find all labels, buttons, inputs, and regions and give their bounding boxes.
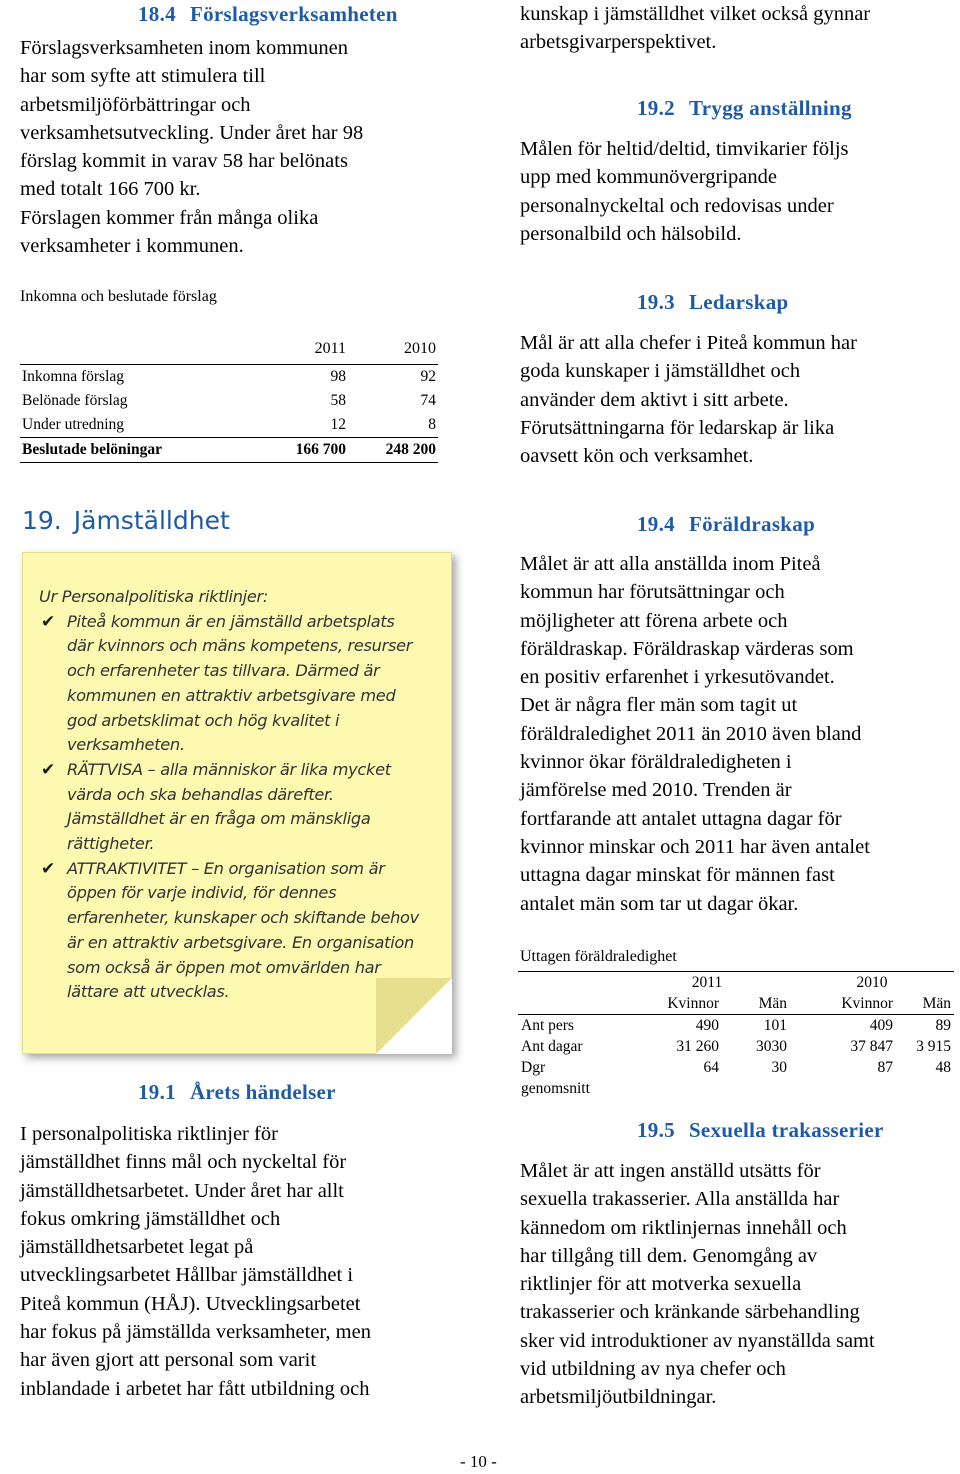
table-row (518, 1078, 954, 1099)
table-cell: 248 200 (348, 438, 438, 463)
note-text (39, 585, 443, 1005)
paragraph-line: Piteå kommun (HÅJ). Utvecklingsarbetet (20, 1292, 361, 1315)
paragraph-line: har som syfte att stimulera till (20, 65, 266, 88)
paragraph-line: upp med kommunövergripande (520, 166, 777, 189)
note-line: där kvinnors och mäns kompetens, resurser (67, 636, 413, 656)
paragraph-line: fokus omkring jämställdhet och (20, 1207, 281, 1230)
table-cell: 31 260 (676, 1037, 719, 1055)
paragraph-line: med totalt 166 700 kr. (20, 178, 201, 201)
paragraph-line: har tillgång till dem. Genomgång av (520, 1244, 818, 1267)
section-number: 19.3 (637, 290, 675, 314)
table-cell (518, 993, 624, 1015)
note-line: och erfarenheter tas tillvara. Därmed är (67, 661, 380, 681)
note-item (39, 758, 443, 857)
note-line: som också är öppen mot omvärlden har (67, 957, 381, 977)
section-title: Trygg anställning (688, 96, 852, 120)
note-line: Jämställdhet är en fråga om mänskliga (67, 809, 371, 829)
paragraph-line: en positiv erfarenhet i yrkesutövandet. (520, 666, 835, 689)
note-line: ATTRAKTIVITET – En organisation som är (67, 858, 385, 878)
section-number: 19.1 (138, 1080, 176, 1104)
table-header-cell (20, 334, 214, 365)
note-line: RÄTTVISA – alla människor är lika mycket (67, 759, 391, 779)
table-header-cell: Män (722, 993, 790, 1015)
paragraph-line: Målet är att ingen anställd utsätts för (520, 1160, 821, 1182)
page-number: - 10 - (460, 1452, 497, 1471)
section-19-1-heading (138, 1080, 336, 1105)
paragraph-line: vid utbildning av nya chefer och (520, 1358, 786, 1381)
paragraph-line: arbetsgivarperspektivet. (520, 31, 717, 54)
table-cell: Ant pers (521, 1016, 574, 1034)
section-19-5-body (520, 1157, 952, 1412)
section-title: Årets händelser (189, 1080, 336, 1104)
note-line: erfarenheter, kunskaper och skiftande behov (67, 908, 419, 928)
paragraph-line: Förslagen kommer från många olika (20, 206, 319, 229)
note-line: lättare att utvecklas. (67, 982, 230, 1002)
section-number: 19.2 (637, 96, 675, 120)
table-cell: 89 (935, 1016, 951, 1034)
right-intro-body (520, 0, 950, 57)
table-caption: Inkomna och beslutade förslag (20, 288, 217, 305)
section-18-4-body (20, 34, 460, 260)
table-cell: Ant dagar (521, 1037, 583, 1055)
paragraph-line: Målen för heltid/deltid, timvikarier följs (520, 138, 849, 160)
paragraph-line: antalet män som tar ut dagar ökar. (520, 892, 799, 915)
table-cell: 166 700 (214, 438, 348, 463)
paragraph-line: jämförelse med 2010. Trenden är (520, 779, 792, 802)
table-cell: 30 (771, 1058, 787, 1076)
paragraph-line: jämställdhetsarbetet. Under året har allt (20, 1179, 344, 1202)
paragraph-line: har fokus på jämställda verksamheter, men (20, 1321, 371, 1344)
section-19-3-heading (637, 290, 789, 315)
chapter-title: Jämställdhet (73, 506, 230, 535)
paragraph-line: föräldraledighet 2011 än 2010 även bland (520, 722, 862, 745)
table-cell (896, 1078, 954, 1099)
table-cell: 74 (420, 392, 436, 409)
paragraph-line: inblandade i arbetet har fått utbildning och (20, 1377, 370, 1400)
parental-leave-table (518, 971, 954, 1099)
proposals-table (20, 334, 438, 463)
note-line: god arbetsklimat och hög kvalitet i (67, 710, 340, 730)
paragraph-line: Det är några fler män som tagit ut (520, 694, 798, 717)
section-19-1-body (20, 1120, 460, 1403)
table-cell (722, 1078, 790, 1099)
table-cell: 101 (763, 1016, 787, 1034)
paragraph-line: förslag kommit in varav 58 har belönats (20, 150, 348, 173)
section-18-4-heading (138, 2, 398, 27)
section-19-4-body (520, 550, 950, 918)
table-cell: 98 (330, 368, 346, 385)
section-19-2-body (520, 135, 950, 248)
table-caption: Uttagen föräldraledighet (520, 948, 677, 965)
paragraph-line: riktlinjer för att motverka sexuella (520, 1273, 802, 1296)
table-subheader-row (518, 993, 954, 1015)
table-cell: Belönade förslag (22, 392, 128, 409)
paragraph-line: Målet är att alla anställda inom Piteå (520, 553, 821, 575)
paragraph-line: föräldraskap. Föräldraskap värderas som (520, 637, 854, 660)
paragraph-line: jämställdhetsarbetet legat på (20, 1236, 254, 1259)
table-row (518, 1057, 954, 1078)
paragraph-line: oavsett kön och verksamhet. (520, 445, 754, 468)
table-cell: 48 (935, 1058, 951, 1076)
paragraph-line: kommun har förutsättningar och (520, 581, 785, 604)
checkmark-icon: ✔ (41, 858, 55, 879)
paragraph-line: personalnyckeltal och redovisas under (520, 194, 834, 217)
table-header-cell: Män (896, 993, 954, 1015)
section-number: 19.4 (637, 512, 675, 536)
section-title: Ledarskap (688, 290, 789, 314)
paragraph-line: har även gjort att personal som varit (20, 1349, 317, 1372)
table-cell: Inkomna förslag (22, 368, 125, 385)
table-header-cell: Kvinnor (790, 993, 896, 1015)
table-cell: 37 847 (850, 1037, 893, 1055)
paragraph-line: personalbild och hälsobild. (520, 222, 742, 245)
note-line: är en attraktiv arbetsgivare. En organisation (67, 932, 414, 952)
note-line: värda och ska behandlas därefter. (67, 784, 334, 804)
paragraph-line: Förutsättningarna för ledarskap är lika (520, 416, 835, 439)
table-header-cell: 2011 (214, 334, 348, 365)
paragraph-line: trakasserier och kränkande särbehandling (520, 1301, 860, 1324)
paragraph-line: använder dem aktivt i sitt arbete. (520, 388, 789, 411)
table-cell: Dgr (521, 1058, 546, 1076)
table-cell: Under utredning (22, 416, 125, 433)
checkmark-icon: ✔ (41, 611, 55, 632)
section-number: 18.4 (138, 2, 176, 26)
paragraph-line: goda kunskaper i jämställdhet och (520, 360, 801, 383)
paragraph-line: Mål är att alla chefer i Piteå kommun har (520, 332, 857, 354)
table-cell (624, 1078, 722, 1099)
paragraph-line: I personalpolitiska riktlinjer för (20, 1123, 278, 1145)
table-cell: 8 (428, 416, 436, 433)
table-row (20, 413, 438, 438)
section-title: Sexuella trakasserier (688, 1118, 884, 1142)
chapter-number: 19. (22, 506, 62, 535)
table-total-row (20, 438, 438, 463)
section-title: Föräldraskap (688, 512, 816, 536)
table-cell: 12 (330, 416, 346, 433)
paragraph-line: sker vid introduktioner av nyanställda samt (520, 1329, 875, 1352)
page-curl-icon (376, 978, 452, 1054)
table-header-cell: 2010 (348, 334, 438, 365)
table-row (518, 1015, 954, 1037)
paragraph-line: Förslagsverksamheten inom kommunen (20, 37, 348, 59)
table-cell (518, 972, 624, 994)
paragraph-line: arbetsmiljöutbildningar. (520, 1386, 717, 1409)
section-19-4-heading (637, 512, 815, 537)
table-header-row (20, 334, 438, 365)
paragraph-line: verksamhetsutveckling. Under året har 98 (20, 121, 364, 144)
policy-sticky-note (22, 552, 452, 1054)
table-cell: 3 915 (916, 1037, 951, 1055)
paragraph-line: kunskap i jämställdhet vilket också gynnar (520, 3, 871, 25)
table-cell: Beslutade belöningar (20, 438, 214, 463)
section-19-2-heading (637, 96, 852, 121)
table-cell: 87 (877, 1058, 893, 1076)
note-intro: Ur Personalpolitiska riktlinjer: (39, 587, 269, 606)
paragraph-line: fortfarande att antalet uttagna dagar för (520, 807, 842, 830)
paragraph-line: sexuella trakasserier. Alla anställda har (520, 1188, 840, 1211)
table-row (20, 365, 438, 390)
chapter-19-heading (22, 506, 230, 535)
note-line: Piteå kommun är en jämställd arbetsplats (67, 611, 395, 631)
table-cell: 64 (703, 1058, 719, 1076)
section-19-5-heading (637, 1118, 884, 1143)
paragraph-line: kvinnor ökar föräldraledigheten i (520, 751, 792, 774)
table-cell (790, 1078, 896, 1099)
note-line: verksamheten. (67, 735, 185, 755)
note-item (39, 610, 443, 758)
table-cell: 409 (869, 1016, 893, 1034)
checkmark-icon: ✔ (41, 759, 55, 780)
paragraph-line: jämställdhet finns mål och nyckeltal för (20, 1151, 347, 1174)
section-19-3-body (520, 329, 950, 470)
table-cell: 58 (330, 392, 346, 409)
paragraph-line: kännedom om riktlinjernas innehåll och (520, 1216, 847, 1239)
note-line: rättigheter. (67, 834, 155, 854)
note-line: kommunen en attraktiv arbetsgivare med (67, 685, 396, 705)
table-cell: 92 (420, 368, 436, 385)
paragraph-line: arbetsmiljöförbättringar och (20, 93, 251, 116)
table-row (20, 389, 438, 413)
table-row (518, 1036, 954, 1057)
paragraph-line: utvecklingsarbetet Hållbar jämställdhet i (20, 1264, 354, 1287)
section-title: Förslagsverksamheten (189, 2, 398, 26)
section-number: 19.5 (637, 1118, 675, 1142)
table-year-row (518, 972, 954, 994)
table-header-cell: Kvinnor (624, 993, 722, 1015)
table-cell: genomsnitt (521, 1079, 590, 1097)
paragraph-line: verksamheter i kommunen. (20, 235, 244, 258)
table-header-cell: 2010 (856, 973, 888, 991)
paragraph-line: möjligheter att förena arbete och (520, 609, 788, 632)
table-cell: 490 (695, 1016, 719, 1034)
table-cell: 3030 (756, 1037, 787, 1055)
table-header-cell: 2011 (691, 973, 723, 991)
note-line: öppen för varje individ, för dennes (67, 883, 337, 903)
paragraph-line: kvinnor minskar och 2011 har även antalet (520, 835, 870, 858)
paragraph-line: uttagna dagar minskat för männen fast (520, 864, 835, 887)
